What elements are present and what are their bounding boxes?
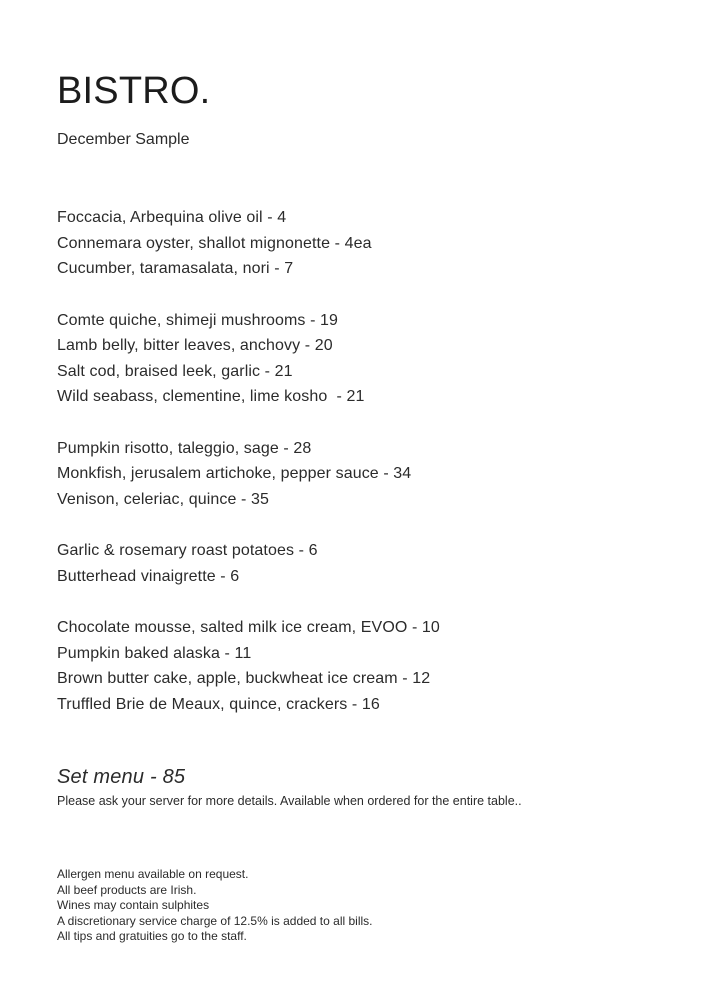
footer-note: Allergen menu available on request. [57, 867, 249, 882]
menu-item: Garlic & rosemary roast potatoes - 6 [57, 542, 318, 560]
page-title: BISTRO. [57, 70, 211, 112]
menu-item: Connemara oyster, shallot mignonette - 4ea [57, 234, 372, 252]
menu-item: Butterhead vinaigrette - 6 [57, 567, 240, 585]
set-menu-note: Please ask your server for more details. Available when ordered for the entire table.. [57, 794, 522, 809]
menu-item: Salt cod, braised leek, garlic - 21 [57, 362, 293, 380]
menu-group-snacks [57, 205, 670, 282]
menu-item: Venison, celeriac, quince - 35 [57, 490, 270, 508]
menu-group-starters [57, 308, 670, 410]
menu-item: Truffled Brie de Meaux, quince, crackers - 16 [57, 695, 380, 713]
menu-item: Lamb belly, bitter leaves, anchovy - 20 [57, 337, 333, 355]
menu-item: Pumpkin risotto, taleggio, sage - 28 [57, 439, 312, 457]
set-menu-heading: Set menu - 85 [57, 766, 186, 789]
page-subtitle: December Sample [57, 130, 190, 148]
footer-note: All tips and gratuities go to the staff. [57, 929, 247, 944]
footer-note: Wines may contain sulphites [57, 898, 210, 913]
menu-item: Foccacia, Arbequina olive oil - 4 [57, 209, 287, 227]
menu-group-desserts [57, 615, 670, 717]
menu-item: Comte quiche, shimeji mushrooms - 19 [57, 311, 339, 329]
menu-item: Chocolate mousse, salted milk ice cream, EVOO - 10 [57, 619, 440, 637]
footer-note: A discretionary service charge of 12.5% is added to all bills. [57, 913, 373, 928]
menu-group-mains [57, 436, 670, 513]
menu-item: Pumpkin baked alaska - 11 [57, 644, 252, 662]
footer-notes [57, 867, 670, 945]
menu-item: Monkfish, jerusalem artichoke, pepper sauce - 34 [57, 465, 412, 483]
menu-item: Brown butter cake, apple, buckwheat ice cream - 12 [57, 670, 431, 688]
menu-item: Wild seabass, clementine, lime kosho - 21 [57, 388, 365, 406]
menu-item: Cucumber, taramasalata, nori - 7 [57, 260, 294, 278]
menu-group-sides [57, 538, 670, 589]
footer-note: All beef products are Irish. [57, 882, 197, 897]
